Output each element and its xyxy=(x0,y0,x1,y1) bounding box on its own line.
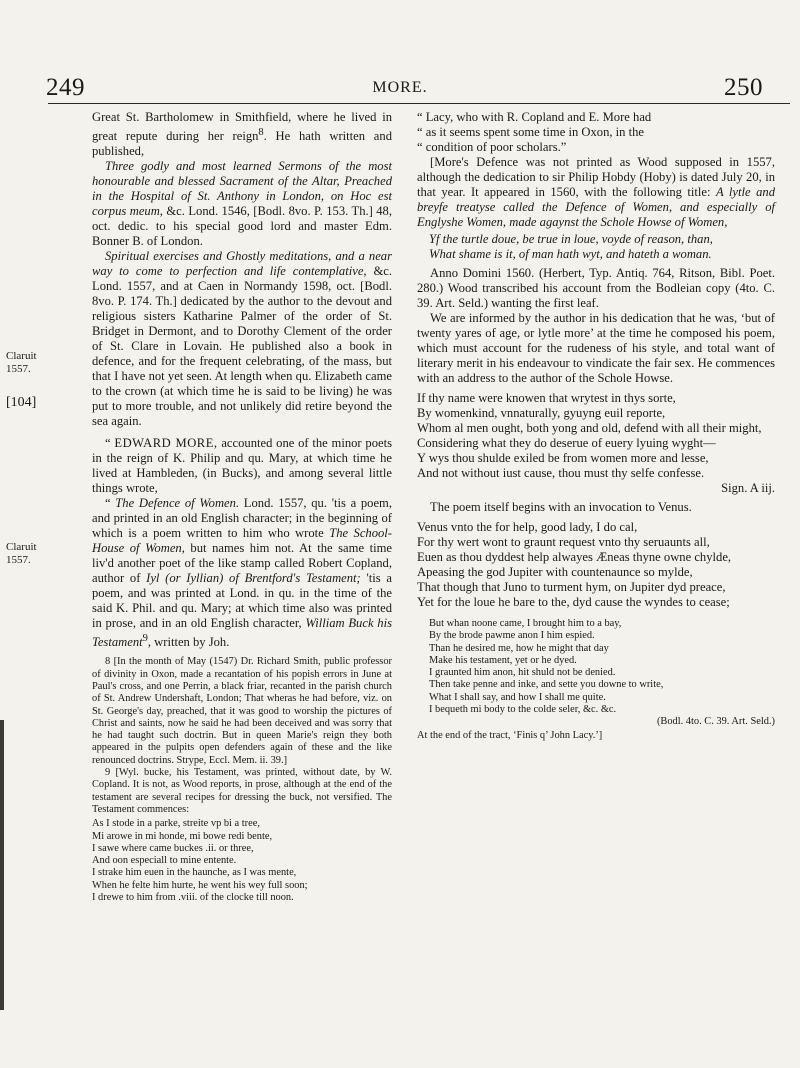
closing-note: At the end of the tract, ‘Finis q’ John Lacy.’] xyxy=(417,729,603,741)
poem-line: And not without iust cause, thou must thy selfe confesse. xyxy=(417,466,705,480)
poem-line: I bequeth mi body to the colde seler, &c. &c. xyxy=(429,704,617,716)
paragraph: The poem itself begins with an invocation to Venus. xyxy=(430,500,692,514)
margin-note-bracket: [104] xyxy=(6,395,37,410)
footnotes xyxy=(92,656,392,904)
footnote-poem xyxy=(92,818,392,904)
poem-line: Considering what they do deserue of euery lyuing wyght— xyxy=(417,436,716,450)
paragraph: Anno Domini 1560. (Herbert, Typ. Antiq. 764, Ritson, Bibl. Poet. 280.) Wood transcribed his account from the Bodleian copy (4to. C. 39. Art. Seld.) wanting the first leaf. xyxy=(417,266,775,310)
poem-line: That though that Juno to turment hym, on Jupiter dyd preace, xyxy=(417,580,726,594)
poem-line: For thy wert wont to graunt request vnto thy seruaunts all, xyxy=(417,535,710,549)
poem-line: I strake him euen in the haunche, as I was mente, xyxy=(92,867,297,879)
poem-line: I graunted him anon, hit shuld not be denied. xyxy=(429,667,616,679)
paragraph: Spiritual exercises and Ghostly meditations, and a near way to come to perfection and life contemplative, &c. Lond. 1557, and at Caen in Normandy 1598, oct. [Bodl. 8vo. P. 174. Th.] dedicated by the author to the devout and religious sisters Katharine Palmer of the order of St. Bridget in Dermont, and to Dorothy Clement of the order of St. Clare in Lovain. He published also a book in defence, and for the frequent celebrating, of the mass, but that I have not yet seen. At length when qu. Elizabeth came to the crown (at which time he is said to be living) he was put to more trouble, and not unlikely did retire beyond the sea again. xyxy=(92,249,392,429)
poem-line: Make his testament, yet or he dyed. xyxy=(429,654,577,666)
running-head: MORE. xyxy=(372,79,428,96)
paragraph: Three godly and most learned Sermons of the most honourable and blessed Sacrament of the Altar, Preached in the Hospital of St. Anthony in London, on Hoc est corpus meum, &c. Lond. 1546, [Bodl. 8vo. P. 153. Th.] 48, oct. dedic. to his special good lord and master Edm. Bonner B. of London. xyxy=(92,159,393,249)
poem-line: Apeasing the god Jupiter with countenaunce so mylde, xyxy=(417,565,693,579)
poem-reference: (Bodl. 4to. C. 39. Art. Seld.) xyxy=(656,716,775,728)
paragraph: “ The Defence of Women. Lond. 1557, qu. 'tis a poem, and printed in an old English character; in the beginning of which is a poem written to him who wrote The School-House of Women, but names him not. At the same time liv'd another poet of the like stamp called Robert Copland, author of Iyl (or Iyllian) of Brentford's Testament; 'tis a poem, and was printed at Lond. in qu. in the time of the said K. Phil. and qu. Mary; at which time also was printed in prose, and in an old English character, William Buck his Testament$^9$, written by Joh. xyxy=(92,496,392,650)
quote-line: “ condition of poor scholars.” xyxy=(417,140,567,154)
left-page-number: 249 xyxy=(46,74,85,101)
poem-line: I sawe where came buckes .ii. or three, xyxy=(92,842,254,854)
poem-line: Mi arowe in mi honde, mi bowe redi bente, xyxy=(92,830,273,842)
poem-line: As I stode in a parke, streite vp bi a tree, xyxy=(92,818,260,830)
poem-line: What shame is it, of man hath wyt, and hateth a woman. xyxy=(429,247,712,261)
poem-line: Yet for the loue he bare to the, dyd cause the wyndes to cease; xyxy=(417,595,730,609)
dedication-poem xyxy=(417,391,775,496)
page-gutter-shadow xyxy=(0,720,4,1010)
right-column xyxy=(417,110,775,742)
quote-line: “ Lacy, who with R. Copland and E. More had xyxy=(417,110,652,124)
footnote-9: 9 [Wyl. bucke, his Testament, was printed, without date, by W. Copland. It is not, as Wood reports, in prose, although at the end of the testament are several recipes for dressing the buck, not versified. The Testament commences: xyxy=(92,767,392,815)
poem-line: And oon especiall to mine entente. xyxy=(92,855,237,867)
margin-note-claruit-2: Claruit 1557. xyxy=(6,541,37,566)
poem-line: Yf the turtle doue, be true in loue, voyde of reason, than, xyxy=(429,232,713,246)
header-rule xyxy=(48,103,790,104)
right-page-number: 250 xyxy=(724,74,763,101)
poem-line: Then take penne and inke, and sette you downe to write, xyxy=(429,679,664,691)
poem-line: Euen as thou dyddest help alwayes Æneas thyne owne chylde, xyxy=(417,550,732,564)
poem-line: When he felte him hurte, he went his wey full soon; xyxy=(92,879,308,891)
footnote-8: 8 [In the month of May (1547) Dr. Richard Smith, public professor of divinity in Oxon, made a recantation of his popish errors in June at Paul's cross, and one Perrin, a black friar, recanted in the parish church of St. Andrew Undershaft, London; That wheras he had before, viz. on St. George's day, preached, that it was good to worship the pictures of Christ and saints, now he said he had been deceived and was sorry that he had taught such doctrin. But in queen Marie's reign they both appeared in the pulpits open defenders again of these and the like renounced doctrins. Strype, Eccl. Mem. ii. 39.] xyxy=(92,656,392,766)
poem-line: By the brode pawme anon I him espied. xyxy=(429,630,595,642)
paragraph: “ EDWARD MORE, accounted one of the minor poets in the reign of K. Philip and qu. Mary, at which time he lived at Hambleden, (in Bucks), and among several little things wrote, xyxy=(92,436,392,496)
signature-reference: Sign. A iij. xyxy=(721,481,775,495)
paragraph: Great St. Bartholomew in Smithfield, where he lived in great repute during her reign$^8$. He hath written and published, xyxy=(92,110,392,159)
margin-note-claruit-1: Claruit 1557. xyxy=(6,350,37,375)
poem-line: I drewe to him from .viii. of the clocke till noon. xyxy=(92,892,294,904)
paragraph: [More's Defence was not printed as Wood supposed in 1557, although the dedication to sir Philip Hobdy (Hoby) is dated July 20, in that year. It appeared in 1560, with the following title: A lytle and breyfe treatyse called the Defence of Women, and especially of Englyshe Women, made agaynst the Schole Howse of Women, xyxy=(417,155,775,229)
title-poem xyxy=(429,232,775,262)
poem-line: Whom al men ought, both yong and old, defend with all their might, xyxy=(417,421,762,435)
left-column xyxy=(92,110,392,904)
footnote-poem-continued xyxy=(417,618,775,729)
poem-line: But whan noone came, I brought him to a bay, xyxy=(429,618,622,629)
paragraph: We are informed by the author in his dedication that he was, ‘but of twenty yares of age, or lytle more’ at the time he composed his poem, which must account for the rudeness of his style, and total want of literary merit in his endeavour to vindicate the fair sex. He commences with an address to the author of the Schole Howse. xyxy=(417,311,775,385)
poem-line: By womenkind, vnnaturally, gyuyng euil reporte, xyxy=(417,406,666,420)
quote-line: “ as it seems spent some time in Oxon, in the xyxy=(417,125,645,139)
poem-line: Than he desired me, how he might that day xyxy=(429,642,609,654)
poem-line: Y wys thou shulde exiled be from women more and lesse, xyxy=(417,451,709,465)
poem-line: Venus vnto the for help, good lady, I do cal, xyxy=(417,520,638,534)
poem-line: What I shall say, and how I shall me quite. xyxy=(429,691,606,703)
invocation-poem xyxy=(417,520,775,610)
poem-line: If thy name were knowen that wrytest in thys sorte, xyxy=(417,391,676,405)
